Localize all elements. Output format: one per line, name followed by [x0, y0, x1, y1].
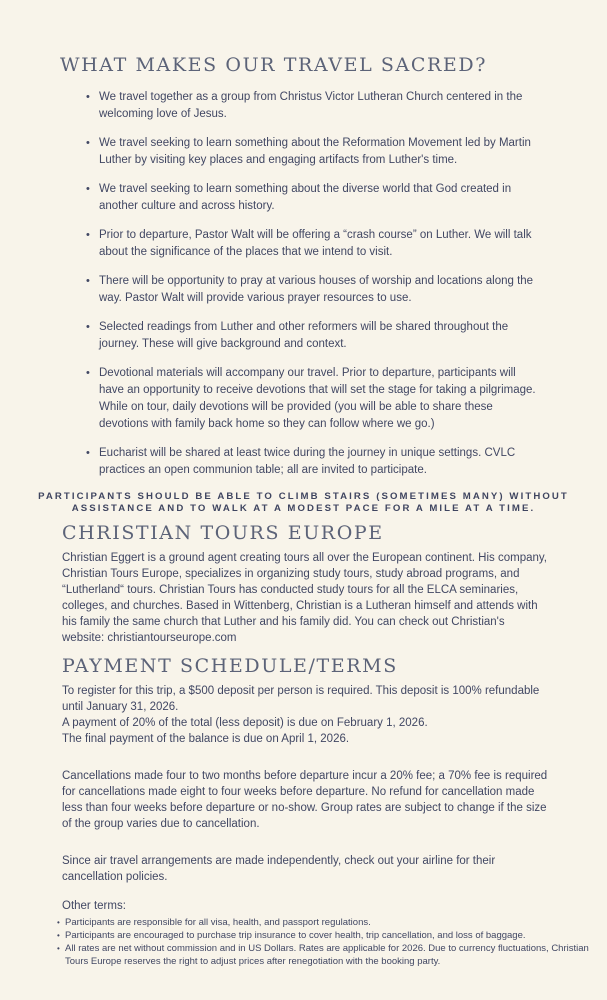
sacred-bullet-list [0, 89, 536, 479]
list-item: • Participants are responsible for all visa, health, and passport regulations. [57, 916, 590, 929]
fitness-requirement-note: PARTICIPANTS SHOULD BE ABLE TO CLIMB STAIRS (SOMETIMES MANY) WITHOUT ASSISTANCE AND TO WALK AT A MODEST PACE FOR A MILE AT A TIME. [38, 491, 569, 514]
sacred-section-title: WHAT MAKES OUR TRAVEL SACRED? [60, 54, 487, 76]
final-payment-line: The final payment of the balance is due on April 1, 2026. [62, 733, 350, 745]
list-item: • Participants are encouraged to purchase trip insurance to cover health, trip cancellation, and loss of baggage. [57, 929, 590, 942]
list-item: • Devotional materials will accompany our travel. Prior to departure, participants will have an opportunity to receive devotions that will set the stage for taking a pilgrimage. While on tour, daily devotions will be provided (you will be able to share these devotions with family back home so they can follow where we go.) [86, 365, 536, 433]
spacer [0, 747, 607, 762]
list-item: • Selected readings from Luther and other reformers will be shared throughout the journey. These will give background and context. [86, 319, 536, 353]
other-terms-title: Other terms: [62, 900, 126, 912]
list-item: • We travel together as a group from Christus Victor Lutheran Church centered in the welcoming love of Jesus. [86, 89, 536, 123]
list-item: • We travel seeking to learn something about the Reformation Movement led by Martin Luther by visiting key places and engaging artifacts from Luther's time. [86, 135, 536, 169]
list-item: • Eucharist will be shared at least twice during the journey in unique settings. CVLC practices an open communion table; all are invited to participate. [86, 445, 536, 479]
section-sacred [0, 54, 607, 515]
section-payment-terms [0, 655, 607, 968]
tours-description: Christian Eggert is a ground agent creating tours all over the European continent. His company, Christian Tours Europe, specializes in organizing study tours, study abroad programs, and “Lutherland“ tours. Christian Tours has conducted study tours for all the ELCA seminaries, colleges, and churches. Based in Wittenberg, Christian is a Lutheran himself and attends with his family the same church that Luther and his family did. You can check out Christian's website: christiantourseurope.com [62, 552, 547, 644]
air-travel-note: Since air travel arrangements are made independently, check out your airline for their cancellation policies. [62, 855, 496, 883]
cancellation-policy: Cancellations made four to two months before departure incur a 20% fee; a 70% fee is required for cancellations made eight to four weeks before departure. No refund for cancellation made less than four weeks before departure or no-show. Group rates are subject to change if the size of the group varies due to cancellation. [62, 770, 548, 830]
payment-schedule-block [62, 683, 548, 747]
deposit-line: To register for this trip, a $500 deposit per person is required. This deposit is 100% refundable until January 31, 2026. [62, 685, 540, 713]
payment-section-title: PAYMENT SCHEDULE/TERMS [62, 655, 398, 677]
list-item: • All rates are net without commission and in US Dollars. Rates are applicable for 2026. Due to currency fluctuations, Christian Tours Europe reserves the right to adjust prices after renegotiation with the booking party. [57, 942, 590, 968]
other-terms-list [0, 916, 590, 968]
list-item: • Prior to departure, Pastor Walt will be offering a “crash course” on Luther. We will talk about the significance of the places that we intend to visit. [86, 227, 536, 261]
list-item: • We travel seeking to learn something about the diverse world that God created in another culture and across history. [86, 181, 536, 215]
second-payment-line: A payment of 20% of the total (less deposit) is due on February 1, 2026. [62, 717, 428, 729]
spacer [0, 832, 607, 847]
list-item: • There will be opportunity to pray at various houses of worship and locations along the way. Pastor Walt will provide various prayer resources to use. [86, 273, 536, 307]
section-christian-tours [0, 522, 607, 646]
tours-section-title: CHRISTIAN TOURS EUROPE [62, 522, 384, 544]
